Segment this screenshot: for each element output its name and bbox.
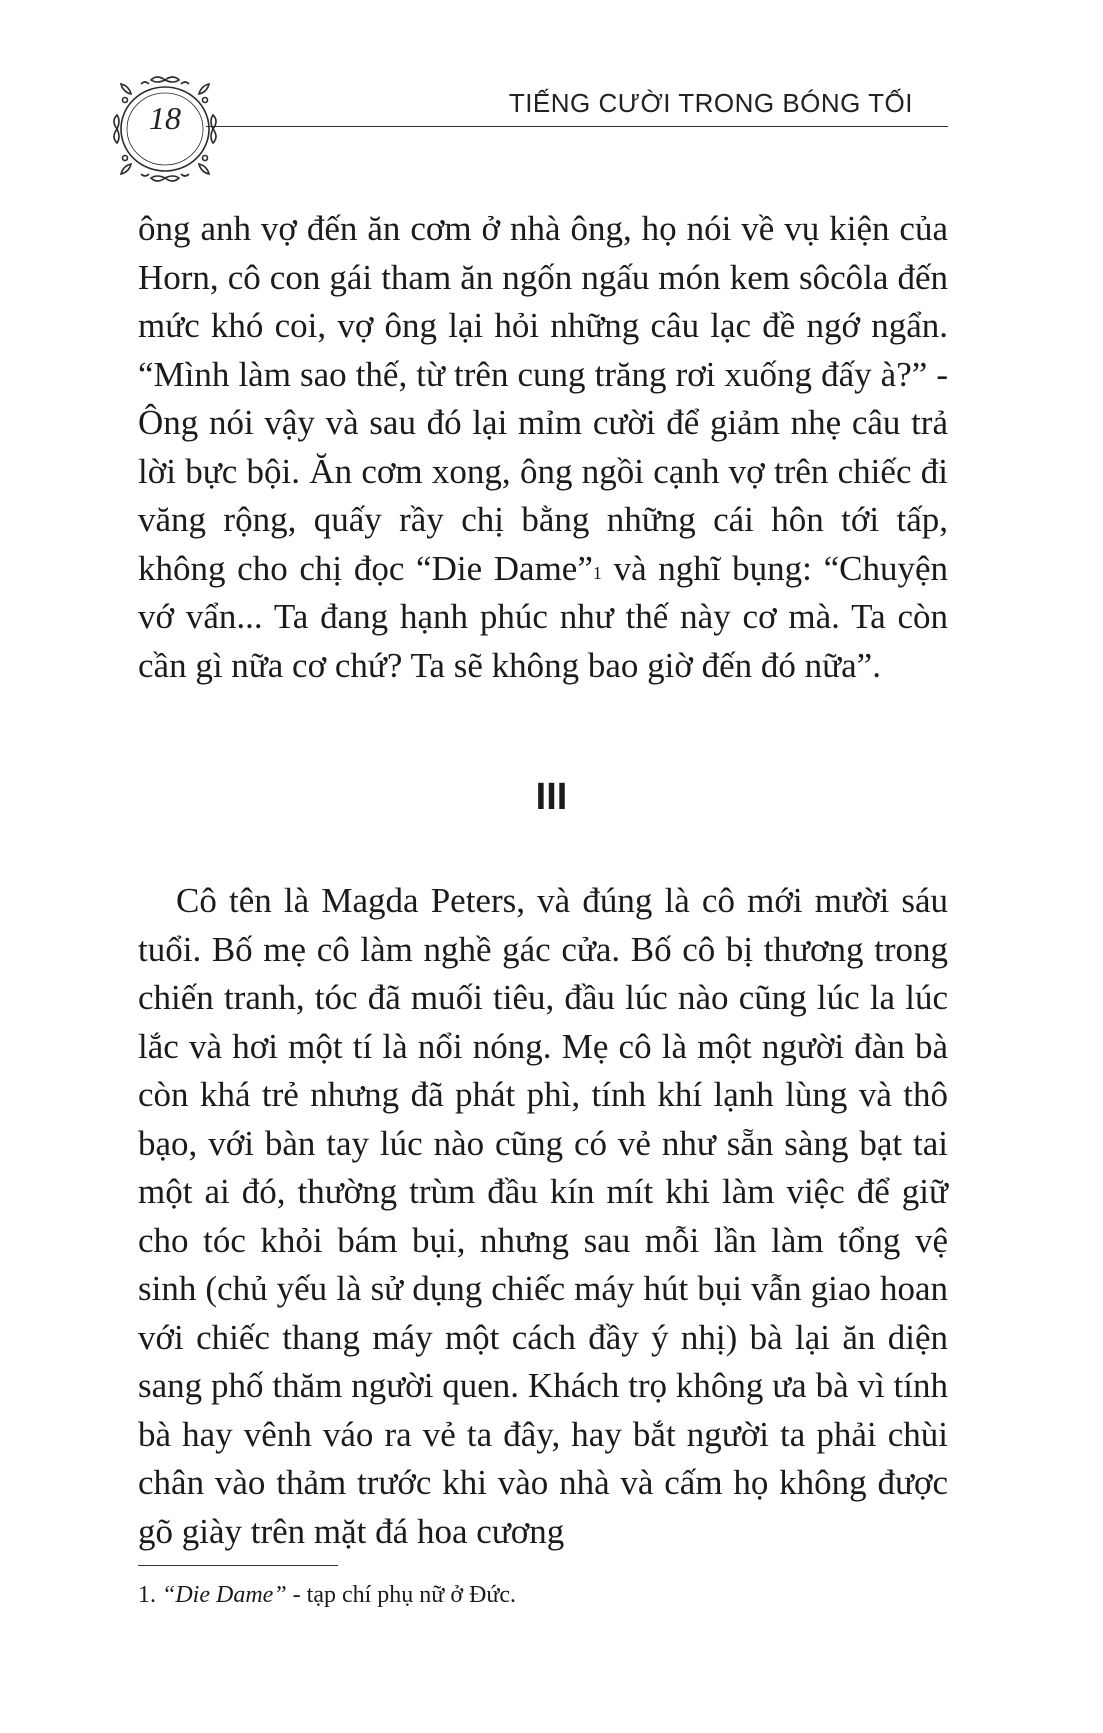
- paragraph-section-start: [138, 877, 948, 1556]
- page-number: 18: [149, 100, 181, 136]
- footnote: [138, 1582, 516, 1609]
- footnote-text: - tạp chí phụ nữ ở Đức.: [286, 1582, 516, 1608]
- footnote-rule: [138, 1565, 338, 1566]
- footnote-title: “Die Dame”: [162, 1582, 287, 1608]
- paragraph-continuation: [138, 205, 948, 690]
- paragraph-1-text: ông anh vợ đến ăn cơm ở nhà ông, họ nói về vụ kiện của Horn, cô con gái tham ăn ngốn ngấu món kem sôcôla đến mức khó coi, vợ ông lại hỏi những câu lạc đề ngớ ngẩn. “Mình làm sao thế, từ trên cung trăng rơi xuống đấy à?” - Ông nói vậy và sau đó lại mỉm cười để giảm nhẹ câu trả lời bực bội. Ăn cơm xong, ông ngồi cạnh vợ trên chiếc đi văng rộng, quấy rầy chị bằng những cái hôn tới tấp, không cho chị đọc “Die Dame”: [138, 209, 948, 588]
- footnote-number: 1.: [138, 1582, 156, 1608]
- paragraph-1-text-end: và nghĩ bụng: “Chuyện vớ vẩn... Ta đang hạnh phúc như thế này cơ mà. Ta còn cần gì nữa cơ chứ? Ta sẽ không bao giờ đến đó nữa”.: [138, 548, 948, 685]
- running-title: TIẾNG CƯỜI TRONG BÓNG TỐI: [508, 88, 913, 118]
- footnote-reference: 1: [592, 562, 602, 583]
- header-rule: [206, 126, 948, 127]
- paragraph-2-text: Cô tên là Magda Peters, và đúng là cô mới mười sáu tuổi. Bố mẹ cô làm nghề gác cửa. Bố cô bị thương trong chiến tranh, tóc đã muối tiêu, đầu lúc nào cũng lúc la lúc lắc và hơi một tí là nổi nóng. Mẹ cô là một người đàn bà còn khá trẻ nhưng đã phát phì, tính khí lạnh lùng và thô bạo, với bàn tay lúc nào cũng có vẻ như sẵn sàng bạt tai một ai đó, thường trùm đầu kín mít khi làm việc để giữ cho tóc khỏi bám bụi, nhưng sau mỗi lần làm tổng vệ sinh (chủ yếu là sử dụng chiếc máy hút bụi vẫn giao hoan với chiếc thang máy một cách đầy ý nhị) bà lại ăn diện sang phố thăm người quen. Khách trọ không ưa bà vì tính bà hay vênh váo ra vẻ ta đây, hay bắt người ta phải chùi chân vào thảm trước khi vào nhà và cấm họ không được gõ giày trên mặt đá hoa cương: [138, 881, 948, 1551]
- section-heading: III: [535, 776, 568, 818]
